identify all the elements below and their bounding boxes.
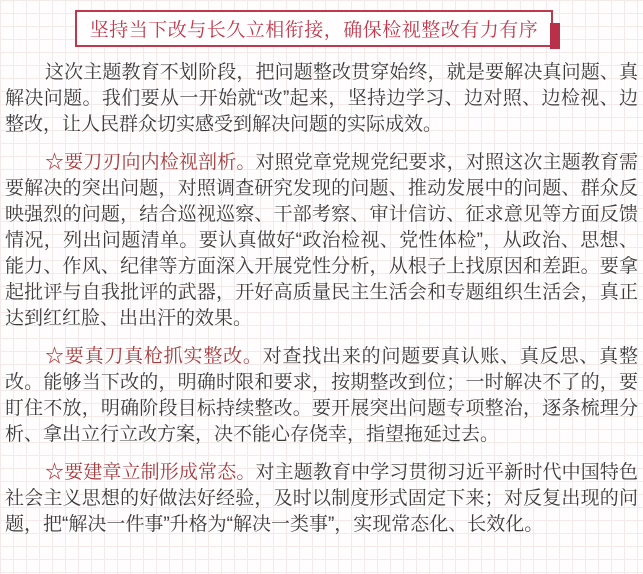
paragraph-lead: ☆要真刀真枪抓实整改。 — [45, 346, 263, 367]
paragraph-text: 对查找出来的问题要真认账、真反思、真整改。能够当下改的，明确时限和要求，按期整改到位；一时解决不了的，要盯住不放，明确阶段目标持续整改。要开展突出问题专项整治，逐条梳理分析、拿出立行立改方案，决不能心存侥幸，指望拖延过去。 — [5, 346, 638, 445]
page-title: 坚持当下改与长久立相衔接，确保检视整改有力有序 — [89, 20, 539, 41]
title-accent-block — [550, 23, 560, 49]
paragraph-lead: ☆要刀刃向内检视剖析。 — [45, 152, 256, 173]
paragraph-institutionalization — [5, 460, 638, 538]
paragraph-text: 对主题教育中学习贯彻习近平新时代中国特色社会主义思想的好做法好经验，及时以制度形式固定下来；对反复出现的问题，把“解决一件事”升格为“解决一类事”，实现常态化、长效化。 — [5, 462, 638, 535]
paragraph-text: 这次主题教育不划阶段，把问题整改贯穿始终，就是要解决真问题、真解决问题。我们要从一开始就“改”起来，坚持边学习、边对照、边检视、边整改，让人民群众切实感受到解决问题的实际成效。 — [5, 62, 638, 135]
paragraph-inspection — [5, 150, 638, 332]
paragraph-rectification — [5, 344, 638, 448]
paragraph-lead: ☆要建章立制形成常态。 — [45, 462, 256, 483]
intro-paragraph — [5, 60, 638, 138]
paragraph-text: 对照党章党规党纪要求，对照这次主题教育需要解决的突出问题，对照调查研究发现的问题、推动发展中的问题、群众反映强烈的问题，结合巡视巡察、干部考察、审计信访、征求意见等方面反馈情况，列出问题清单。要认真做好“政治检视、党性体检”，从政治、思想、能力、作风、纪律等方面深入开展党性分析，从根子上找原因和差距。要拿起批评与自我批评的武器，开好高质量民主生活会和专题组织生活会，真正达到红红脸、出出汗的效果。 — [5, 152, 638, 329]
title-banner — [75, 10, 553, 47]
